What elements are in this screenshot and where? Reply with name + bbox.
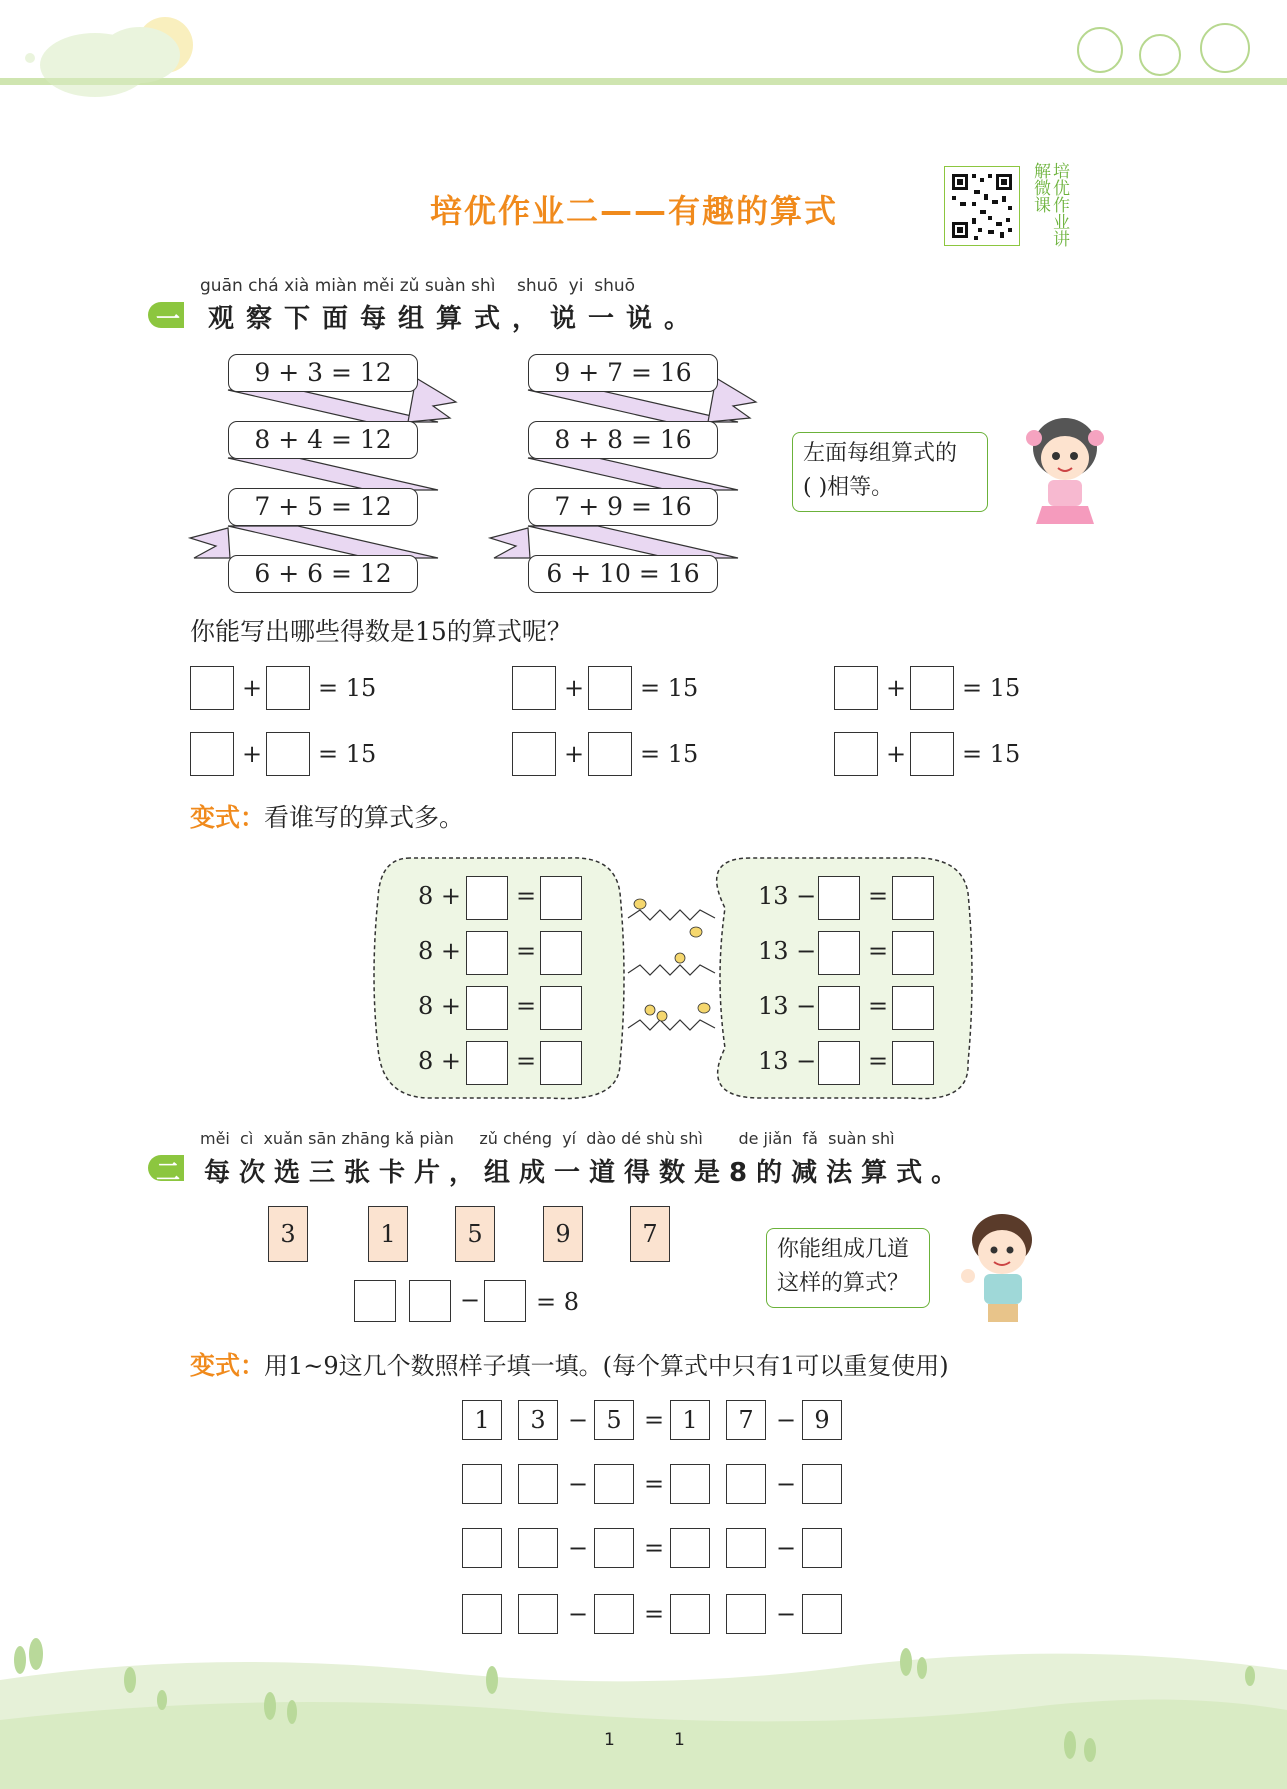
plus-sign: + [886,674,907,702]
answer-blank[interactable]: ( )相等。 [803,475,894,500]
question-sum-15: 你能写出哪些得数是15的算式呢？ [190,617,572,646]
equals-15: = 15 [318,674,377,702]
equation-prefix: 13 − [758,937,817,965]
answer-box[interactable] [726,1464,766,1504]
answer-box[interactable] [266,666,310,710]
equation-prefix: 8 + [418,882,462,910]
variant-text: 用1~9这几个数照样子填一填。(每个算式中只有1可以重复使用) [264,1352,949,1380]
answer-box[interactable] [512,666,556,710]
answer-box[interactable] [910,732,954,776]
answer-box[interactable] [670,1464,710,1504]
plus-sign: + [242,674,263,702]
speech-bubble-question: 你能组成几道 这样的算式？ [766,1228,930,1308]
answer-box[interactable] [540,876,582,920]
equals-sign: = [516,1047,537,1075]
number-card[interactable]: 1 [368,1206,408,1262]
plus-sign: + [242,740,263,768]
plus-sign: + [886,740,907,768]
answer-box[interactable] [802,1464,842,1504]
section1-pinyin: guān chá xià miàn měi zǔ suàn shì shuō yi shuō [200,276,636,296]
minus-sign: − [460,1286,481,1314]
answer-box[interactable] [818,876,860,920]
page-number-left: 1 [604,1730,615,1750]
equals-sign: = [516,992,537,1020]
answer-box[interactable] [588,732,632,776]
digit-box: 3 [518,1400,558,1440]
answer-box[interactable] [409,1280,451,1322]
number-card[interactable]: 7 [630,1206,670,1262]
cloud-panels [370,848,980,1108]
digit-box: 9 [802,1400,842,1440]
number-card[interactable]: 3 [268,1206,308,1262]
speech-bubble-hint: 左面每组算式的 ( )相等。 [792,432,988,512]
answer-box[interactable] [818,931,860,975]
boy-illustration [950,1206,1050,1326]
section1-badge: 一 [148,302,184,328]
equals-15: = 15 [962,740,1021,768]
equation-pill: 7 + 9 = 16 [528,488,718,526]
answer-box[interactable] [466,986,508,1030]
page-number-right: 1 [674,1730,685,1750]
equals-sign: = [644,1600,665,1628]
plus-sign: + [564,674,585,702]
answer-box[interactable] [518,1464,558,1504]
answer-box[interactable] [892,1041,934,1085]
answer-box[interactable] [892,986,934,1030]
equals-sign: = [516,882,537,910]
minus-sign: − [776,1406,797,1434]
girl-illustration [1010,408,1120,528]
equation-prefix: 8 + [418,937,462,965]
answer-box[interactable] [462,1464,502,1504]
equals-15: = 15 [962,674,1021,702]
equals-sign: = [516,937,537,965]
equals-sign: = [644,1406,665,1434]
answer-box[interactable] [484,1280,526,1322]
section2-pinyin: měi cì xuǎn sān zhāng kǎ piàn zǔ chéng yí dào dé shù shì de jiǎn fǎ suàn shì [200,1129,895,1148]
answer-box[interactable] [594,1528,634,1568]
answer-box[interactable] [540,931,582,975]
answer-box[interactable] [834,666,878,710]
equation-prefix: 8 + [418,1047,462,1075]
equation-prefix: 13 − [758,992,817,1020]
digit-box: 5 [594,1400,634,1440]
equals-sign: = [868,992,889,1020]
equation-pill: 8 + 4 = 12 [228,421,418,459]
equation-pill: 9 + 3 = 12 [228,354,418,392]
equals-sign: = [644,1534,665,1562]
equals-sign: = [868,1047,889,1075]
answer-box[interactable] [512,732,556,776]
answer-box[interactable] [818,1041,860,1085]
equation-pill: 6 + 6 = 12 [228,555,418,593]
minus-sign: − [568,1600,589,1628]
minus-sign: − [776,1534,797,1562]
answer-box[interactable] [834,732,878,776]
answer-box[interactable] [670,1528,710,1568]
answer-box[interactable] [540,986,582,1030]
minus-sign: − [776,1470,797,1498]
variant-text: 看谁写的算式多。 [264,803,465,832]
equals-sign: = [868,937,889,965]
answer-box[interactable] [540,1041,582,1085]
answer-box[interactable] [588,666,632,710]
answer-box[interactable] [892,931,934,975]
section2-badge: 二 [148,1155,184,1181]
answer-box[interactable] [466,1041,508,1085]
section1-heading: 观察下面每组算式，说一说。 [208,304,703,334]
variant-label: 变式： [190,1351,266,1380]
equation-prefix: 8 + [418,992,462,1020]
equals-8: = 8 [536,1288,580,1316]
page-title: 培优作业二——有趣的算式 [430,192,839,230]
answer-box[interactable] [190,666,234,710]
answer-box[interactable] [518,1528,558,1568]
equals-15: = 15 [640,674,699,702]
equation-pill: 8 + 8 = 16 [528,421,718,459]
qr-label: 培优作业讲解微课 [1030,162,1069,247]
equals-15: = 15 [640,740,699,768]
answer-box[interactable] [910,666,954,710]
digit-box: 1 [462,1400,502,1440]
equation-pill: 7 + 5 = 12 [228,488,418,526]
answer-box[interactable] [462,1528,502,1568]
equation-pill: 9 + 7 = 16 [528,354,718,392]
section2-heading: 每次选三张卡片，组成一道得数是8的减法算式。 [204,1158,967,1188]
answer-box[interactable] [594,1464,634,1504]
equals-sign: = [644,1470,665,1498]
equals-15: = 15 [318,740,377,768]
minus-sign: − [568,1406,589,1434]
plus-sign: + [564,740,585,768]
digit-box: 1 [670,1400,710,1440]
equation-prefix: 13 − [758,1047,817,1075]
equation-pill: 6 + 10 = 16 [528,555,718,593]
minus-sign: − [776,1600,797,1628]
digit-box: 7 [726,1400,766,1440]
footer-landscape [0,1610,1287,1789]
answer-box[interactable] [892,876,934,920]
minus-sign: − [568,1470,589,1498]
header-decoration [0,0,1287,120]
answer-box[interactable] [354,1280,396,1322]
answer-box[interactable] [466,931,508,975]
answer-box[interactable] [190,732,234,776]
answer-box[interactable] [818,986,860,1030]
answer-box[interactable] [726,1528,766,1568]
equation-prefix: 13 − [758,882,817,910]
minus-sign: − [568,1534,589,1562]
variant-label: 变式： [190,803,266,832]
answer-box[interactable] [266,732,310,776]
number-card[interactable]: 9 [543,1206,583,1262]
answer-box[interactable] [802,1528,842,1568]
equals-sign: = [868,882,889,910]
number-card[interactable]: 5 [455,1206,495,1262]
answer-box[interactable] [466,876,508,920]
qr-code[interactable] [944,166,1020,246]
